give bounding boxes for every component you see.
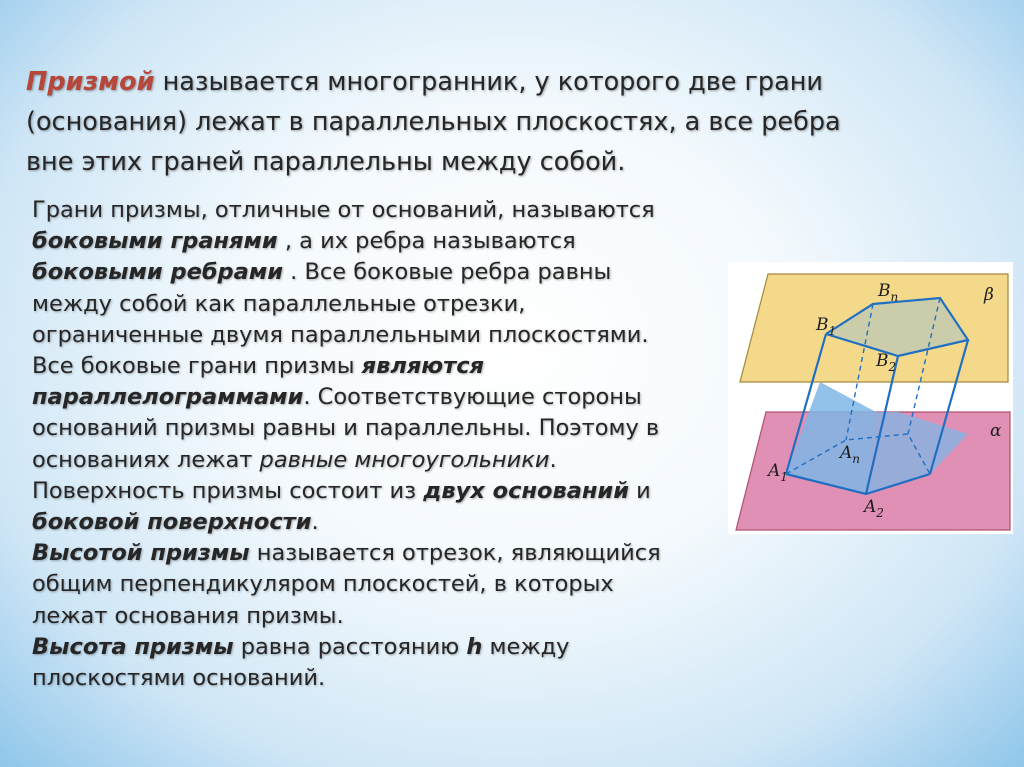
prism-figure: [728, 262, 1013, 534]
body-line-text: , а их ребра называются: [277, 228, 576, 255]
term-prism-height-2: Высота призмы: [32, 633, 234, 660]
body-line: [32, 445, 732, 476]
term-two-bases: двух оснований: [423, 477, 629, 504]
body-line: [32, 538, 732, 569]
body-line: плоскостями оснований.: [32, 665, 326, 692]
term-lateral-faces: боковыми гранями: [32, 228, 278, 255]
label-an: $A_n$: [840, 443, 861, 466]
label-alpha: α: [990, 421, 1002, 441]
prism-diagram: [728, 262, 1013, 534]
body-line-text: .: [549, 446, 557, 473]
term-prism-height: Высотой призмы: [32, 540, 250, 567]
definition-line-2: (основания) лежат в параллельных плоскостях, а все ребра: [26, 107, 841, 137]
body-line-text: Поверхность призмы состоит из: [32, 477, 424, 504]
term-equal-polygons: равные многоугольники: [259, 446, 550, 473]
label-a1: $A_1$: [768, 461, 788, 484]
body-line: [32, 226, 732, 257]
definition-line-3: вне этих граней параллельны между собой.: [26, 147, 626, 177]
body-line: оснований призмы равны и параллельны. Поэтому в: [32, 415, 660, 442]
body-line-text: .: [311, 509, 319, 536]
prism-properties-text: [32, 195, 732, 694]
term-lateral-edges: боковыми ребрами: [32, 259, 283, 286]
body-line: [32, 476, 732, 507]
body-line: ограниченные двумя параллельными плоскостями.: [32, 321, 649, 348]
body-line: [32, 632, 732, 663]
body-line-text: равна расстоянию: [233, 633, 467, 660]
term-lateral-surface: боковой поверхности: [32, 509, 312, 536]
body-line-text: и: [628, 477, 651, 504]
body-line-text: . Все боковые ребра равны: [283, 259, 612, 286]
symbol-h: h: [466, 633, 483, 660]
body-line: между собой как параллельные отрезки,: [32, 290, 526, 317]
body-line-text: основаниях лежат: [32, 446, 260, 473]
body-line: Грани призмы, отличные от оснований, называются: [32, 197, 655, 223]
label-b2: $B_2$: [876, 351, 897, 374]
term-parallelograms: параллелограммами: [32, 384, 304, 411]
term-are: являются: [361, 353, 484, 380]
body-line: [32, 257, 732, 288]
label-beta: β: [984, 285, 994, 305]
label-a2: $A_2$: [864, 497, 884, 520]
body-line-text: называется отрезок, являющийся: [249, 540, 661, 567]
body-line-text: . Соответствующие стороны: [303, 384, 642, 411]
definition-line-1-text: называется многогранник, у которого две грани: [154, 67, 823, 97]
body-line: лежат основания призмы.: [32, 602, 344, 629]
prism-definition: [26, 62, 1001, 182]
body-line: [32, 507, 732, 538]
body-line: [32, 382, 732, 413]
term-prism: Призмой: [26, 67, 155, 97]
body-line: общим перпендикуляром плоскостей, в которых: [32, 571, 614, 598]
body-line-text: между: [482, 633, 570, 660]
body-line-text: Все боковые грани призмы: [32, 353, 362, 380]
body-line: [32, 351, 732, 382]
label-b1: $B_1$: [816, 315, 837, 338]
label-bn: $B_n$: [878, 281, 899, 304]
